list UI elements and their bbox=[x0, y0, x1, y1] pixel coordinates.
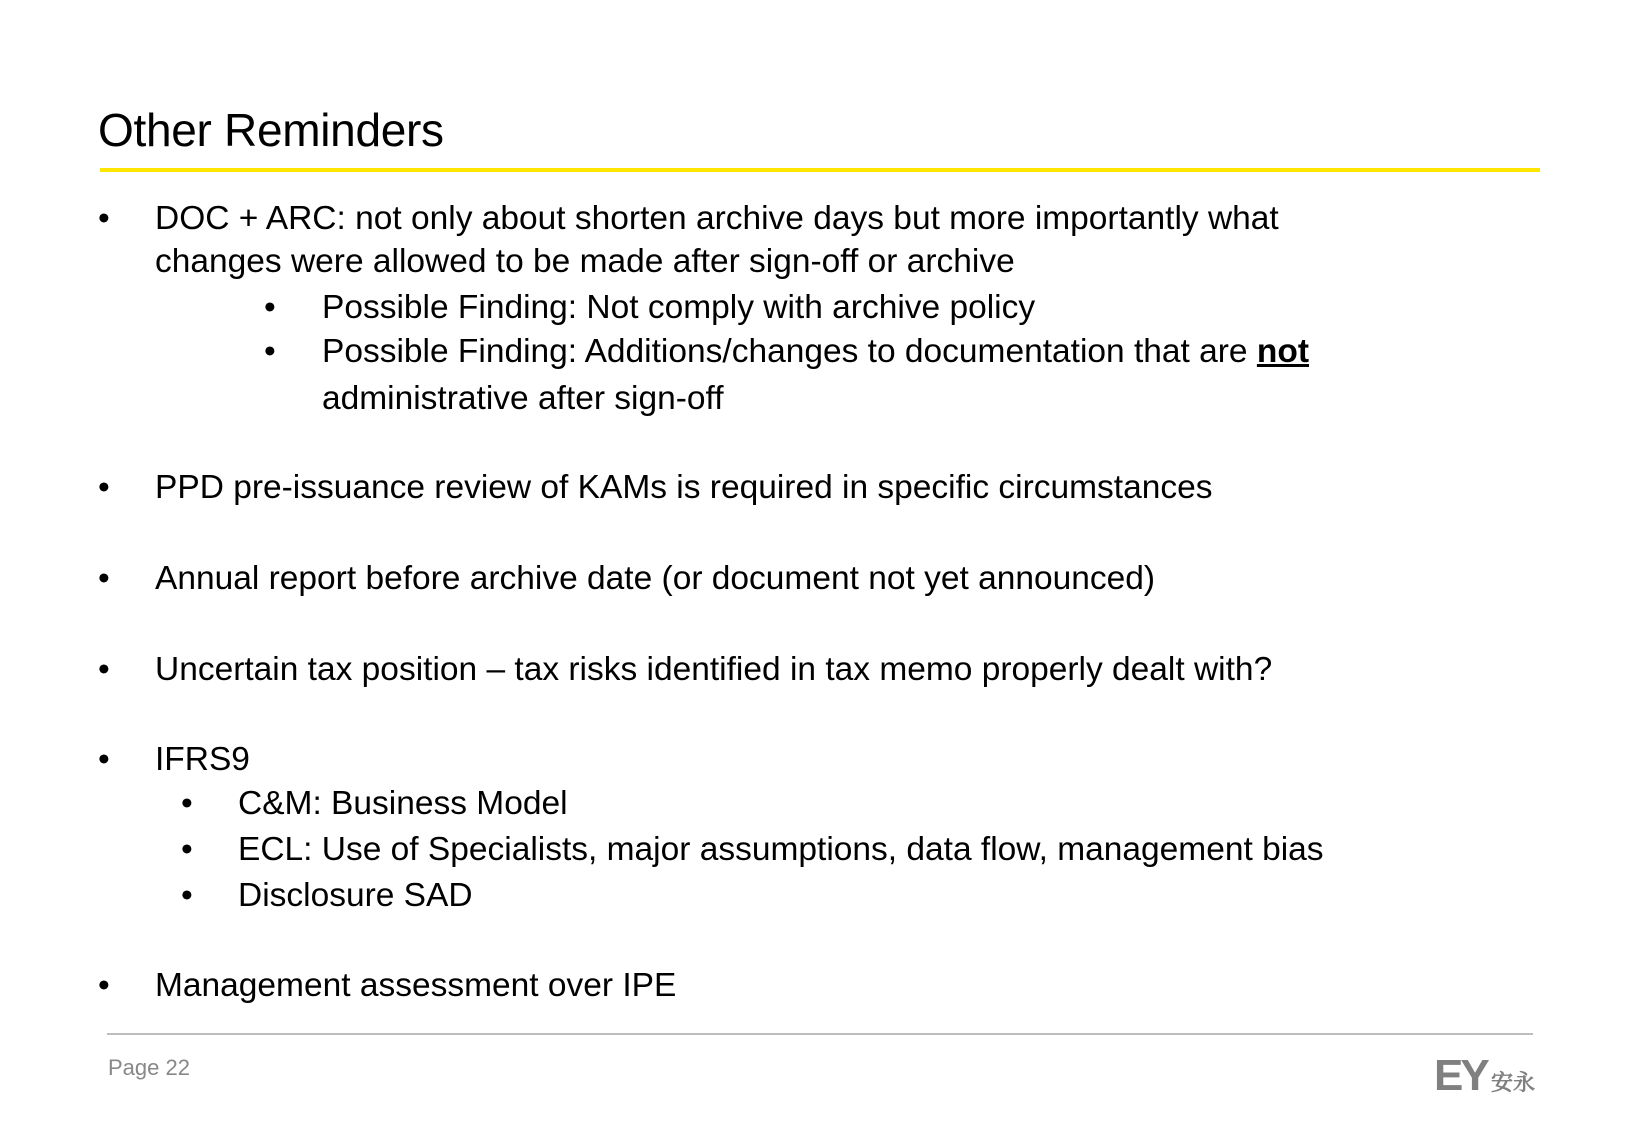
bullet-ifrs9-sub2: • bbox=[181, 831, 193, 868]
bullet-ifrs9-sub3: • bbox=[181, 877, 193, 914]
bullet-annual-report: • bbox=[98, 560, 110, 597]
tax-text: Uncertain tax position – tax risks identified in tax memo properly dealt with? bbox=[155, 651, 1273, 688]
doc-arc-sub1: Possible Finding: Not comply with archive policy bbox=[322, 289, 1036, 326]
doc-arc-line2: changes were allowed to be made after sign-off or archive bbox=[155, 243, 1015, 280]
doc-arc-sub2 bbox=[322, 330, 1309, 374]
doc-arc-line1: DOC + ARC: not only about shorten archive days but more importantly what bbox=[155, 200, 1279, 237]
ey-logo-chinese: 安永 bbox=[1491, 1071, 1536, 1096]
slide-title: Other Reminders bbox=[98, 104, 444, 156]
page-number: Page 22 bbox=[108, 1055, 190, 1080]
title-underline bbox=[100, 168, 1540, 172]
bullet-ifrs9-sub1: • bbox=[181, 785, 193, 822]
ey-logo bbox=[1434, 1050, 1540, 1096]
ifrs9-label: IFRS9 bbox=[155, 741, 250, 778]
bullet-ifrs9: • bbox=[98, 741, 110, 778]
ifrs9-sub2: ECL: Use of Specialists, major assumptions, data flow, management bias bbox=[238, 831, 1324, 868]
ipe-text: Management assessment over IPE bbox=[155, 967, 677, 1004]
doc-arc-sub2-prefix: Possible Finding: Additions/changes to documentation that are bbox=[322, 333, 1257, 370]
footer-divider bbox=[107, 1033, 1533, 1035]
doc-arc-sub2-line2: administrative after sign-off bbox=[322, 380, 724, 417]
ifrs9-sub1: C&M: Business Model bbox=[238, 785, 568, 822]
ey-logo-letters: EY bbox=[1434, 1051, 1487, 1096]
doc-arc-sub2-emphasis: not bbox=[1256, 333, 1309, 370]
bullet-tax: • bbox=[98, 651, 110, 688]
annual-report-text: Annual report before archive date (or document not yet announced) bbox=[155, 560, 1156, 597]
bullet-doc-arc: • bbox=[98, 200, 110, 237]
ppd-text: PPD pre-issuance review of KAMs is required in specific circumstances bbox=[155, 469, 1213, 506]
bullet-ppd: • bbox=[98, 469, 110, 506]
bullet-doc-arc-sub2: • bbox=[264, 333, 276, 370]
ifrs9-sub3: Disclosure SAD bbox=[238, 877, 473, 914]
bullet-ipe: • bbox=[98, 967, 110, 1004]
bullet-doc-arc-sub1: • bbox=[264, 289, 276, 326]
